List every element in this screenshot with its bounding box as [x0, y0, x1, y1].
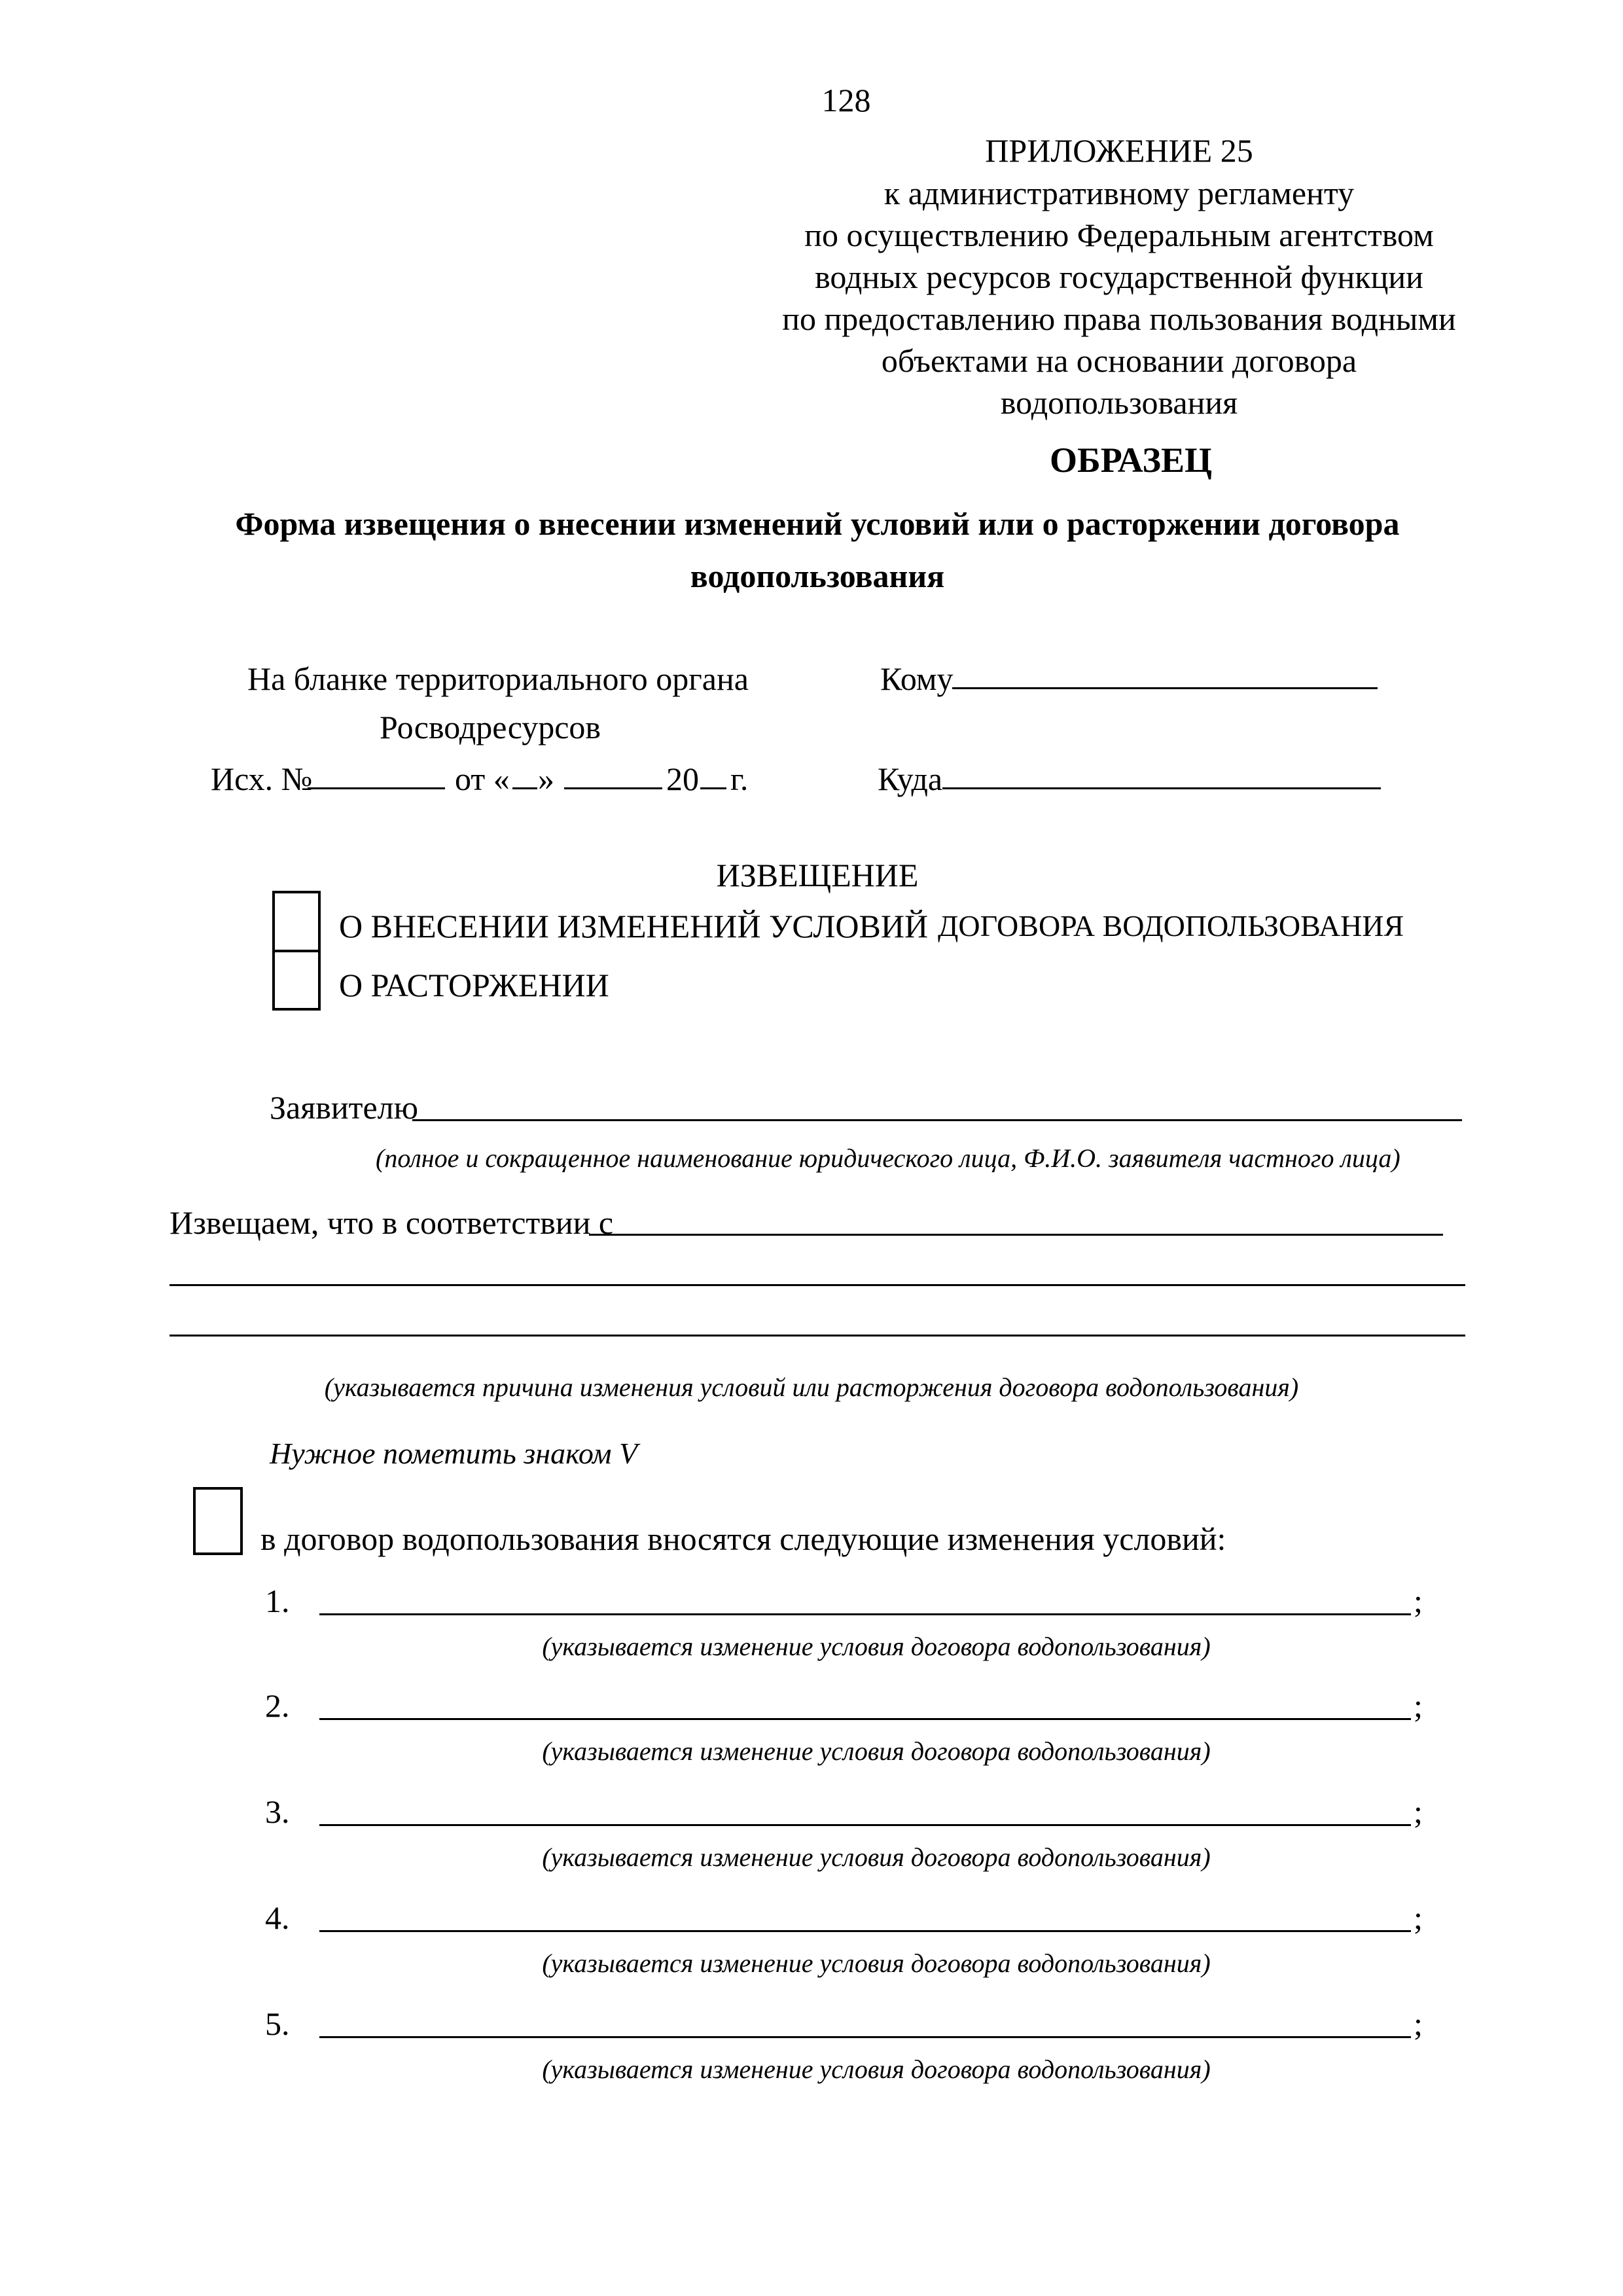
reason-field-1[interactable] — [589, 1234, 1443, 1236]
appendix-line: к административному регламенту — [883, 175, 1355, 211]
to-field[interactable] — [952, 687, 1378, 689]
year-field[interactable] — [700, 787, 726, 789]
where-label: Куда — [878, 761, 943, 797]
item-end: ; — [1414, 2005, 1423, 2042]
appendix-line: по предоставлению права пользования водными — [782, 300, 1456, 337]
day-field[interactable] — [512, 787, 537, 789]
item-end: ; — [1414, 1687, 1423, 1724]
applicant-field[interactable] — [412, 1119, 1462, 1121]
change-checkbox[interactable] — [272, 891, 321, 952]
item-end: ; — [1414, 1899, 1423, 1936]
appendix-line: водопользования — [1000, 384, 1238, 421]
quote-close: » — [538, 761, 554, 797]
notify-label: Извещаем, что в соответствии с — [169, 1204, 614, 1241]
page-number: 128 — [821, 82, 871, 118]
item-hint: (указывается изменение условия договора водопользования) — [542, 1842, 1211, 1872]
item-number: 5. — [265, 2005, 290, 2042]
appendix-line: по осуществлению Федеральным агентством — [804, 217, 1434, 253]
item-end: ; — [1414, 1583, 1423, 1619]
reason-field-3[interactable] — [169, 1335, 1465, 1336]
blank-line1: На бланке территориального органа — [247, 660, 749, 697]
option-termination-label: О РАСТОРЖЕНИИ — [339, 967, 609, 1003]
item-number: 2. — [265, 1687, 290, 1724]
mark-hint: Нужное пометить знаком V — [270, 1437, 638, 1470]
year-suffix: г. — [730, 761, 749, 797]
ref-number-field[interactable] — [308, 787, 445, 789]
from-label: от « — [455, 761, 510, 797]
item-field[interactable] — [319, 1930, 1411, 1932]
item-field[interactable] — [319, 1613, 1411, 1615]
changes-label: в договор водопользования вносятся следующие изменения условий: — [260, 1520, 1226, 1557]
item-hint: (указывается изменение условия договора водопользования) — [542, 1632, 1211, 1661]
form-title: водопользования — [690, 558, 945, 594]
item-hint: (указывается изменение условия договора водопользования) — [542, 1948, 1211, 1978]
termination-checkbox[interactable] — [272, 950, 321, 1011]
contract-label: ДОГОВОРА ВОДОПОЛЬЗОВАНИЯ — [938, 909, 1404, 942]
reason-field-2[interactable] — [169, 1284, 1465, 1286]
item-field[interactable] — [319, 1718, 1411, 1720]
appendix-title: ПРИЛОЖЕНИЕ 25 — [985, 132, 1253, 169]
option-change-label: О ВНЕСЕНИИ ИЗМЕНЕНИЙ УСЛОВИЙ — [339, 908, 929, 944]
item-number: 1. — [265, 1583, 290, 1619]
to-label: Кому — [880, 660, 954, 697]
item-field[interactable] — [319, 2036, 1411, 2038]
item-hint: (указывается изменение условия договора водопользования) — [542, 2054, 1211, 2084]
blank-line2: Росводресурсов — [380, 709, 601, 745]
notice-title: ИЗВЕЩЕНИЕ — [716, 857, 919, 893]
form-title: Форма извещения о внесении изменений условий или о расторжении договора — [235, 505, 1400, 542]
item-end: ; — [1414, 1793, 1423, 1830]
where-field[interactable] — [942, 787, 1381, 789]
item-number: 4. — [265, 1899, 290, 1936]
appendix-line: объектами на основании договора — [881, 342, 1357, 379]
ref-label: Исх. № — [211, 761, 313, 797]
appendix-line: водных ресурсов государственной функции — [815, 259, 1423, 295]
reason-hint: (указывается причина изменения условий или расторжения договора водопользования) — [324, 1372, 1299, 1402]
item-hint: (указывается изменение условия договора водопользования) — [542, 1736, 1211, 1766]
month-field[interactable] — [564, 787, 662, 789]
item-field[interactable] — [319, 1824, 1411, 1826]
item-number: 3. — [265, 1793, 290, 1830]
changes-checkbox[interactable] — [193, 1487, 243, 1555]
year-prefix: 20 — [666, 761, 699, 797]
applicant-hint: (полное и сокращенное наименование юридического лица, Ф.И.О. заявителя частного лица) — [376, 1143, 1400, 1173]
applicant-label: Заявителю — [270, 1089, 418, 1126]
sample-label: ОБРАЗЕЦ — [1050, 440, 1212, 480]
